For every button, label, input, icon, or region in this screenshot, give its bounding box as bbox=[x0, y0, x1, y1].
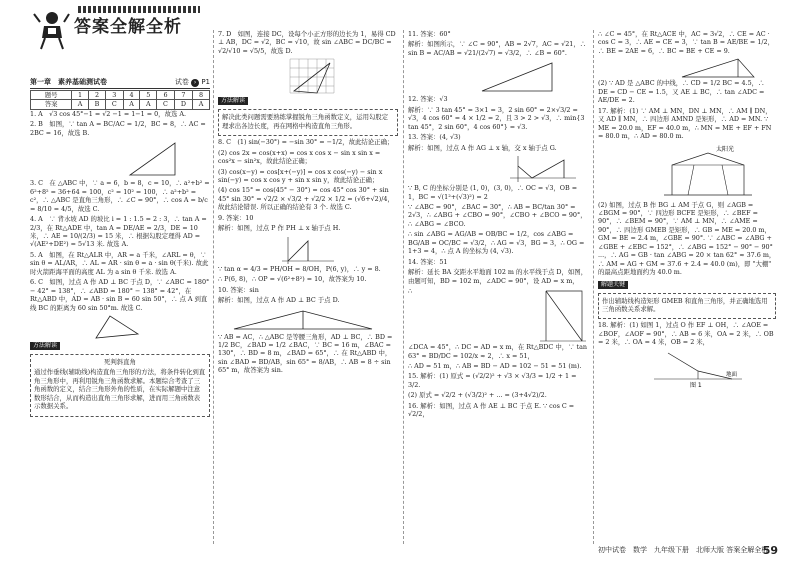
tip-box bbox=[30, 354, 210, 417]
solution-16-cont: ∴ ∠C = 45°，在 Rt△ACE 中，AC = 3√2，∴ CE = AC · cos C = 3，∴ AE = CE = 3，∵ tan B = AE/BE = 1/2，∴ BE = 2AE = 6，∴ BC = BE + CE = 9. bbox=[598, 30, 774, 55]
column-divider bbox=[213, 30, 214, 544]
arrow-icon: › bbox=[191, 79, 199, 87]
triangle-figure bbox=[120, 139, 180, 179]
solution-13-coords: ∵ B, C 的坐标分别是 (1, 0)，(3, 0)，∴ OC = √3，OB = 1，BC = √(1²+(√3)²) = 2 bbox=[408, 184, 578, 201]
solution-13-answer: 13. 答案：(4, √3) bbox=[408, 133, 461, 142]
solution-17-part2: (2) 如图，过点 B 作 BG ⊥ AM 于点 G，则 ∠AGB = ∠BGM = 90°，∵ 四边形 BCFE 是矩形，∴ ∠BEF = 90°，∴ ∠BEM = 90°，∵ AM ⊥ MN，∴ ∠AME = 90°，∴ 四边形 GMEB 是矩形，∴ GB = ME = 20.0 m，GM = BE = 2.4 m，∠GBE = 90°. ∵ ∠ABC = ∠ABG + ∠GBE + ∠EBC = 152°，∴ ∠ABG = 152° − 90° − 90° ...，∴ AG = GB · tan ∠ABG = 20 × tan 62° ≈ 37.6 m，∴ AM = AG + GM ≈ 37.6 + 2.4 = 40.0 (m)，即 "大棚" 的最高点距地面约为 40.0 m. bbox=[598, 200, 776, 277]
triangle-figure bbox=[90, 314, 150, 340]
solution-12-answer: 12. 答案：√3 bbox=[408, 95, 448, 104]
tip-label: 方法解读 bbox=[218, 97, 248, 105]
footer-text: 初中试卷 数学 九年级下册 北师大版 bbox=[598, 546, 724, 554]
solution-7: 7. D 如图，连接 DC，设每个小正方形的边长为 1，易得 CD ⊥ AB，DC = √2，BC = √10，故 sin ∠ABC = DC/BC = √2/√10 = √5/5，故选 D. bbox=[218, 30, 396, 55]
solution-10-calc: ∵ AB = AC，∴ △ABC 是等腰三角形，AD ⊥ BC，∴ BD = 1/2 BC，∠BAD = 1/2 ∠BAC，∵ BC = 16 m，∠BAC = 130°，∴ BD = 8 m，∠BAD = 65°，∴ 在 Rt△ABD 中，sin ∠BAD = BD/AB，sin 65° = 8/AB，∴ AB = 8 ÷ sin 65° m，故答案为 sin. bbox=[218, 332, 393, 375]
height-figure bbox=[538, 287, 588, 343]
solution-16: 16. 解析：如图，过点 A 作 AE ⊥ BC 于点 E. ∵ cos C = √2/2， bbox=[408, 401, 575, 419]
solution-14-calc: ∴ ∠DCA = 45°，∴ DC = AD = x m，在 Rt△BDC 中，∵ tan 63° ≈ BD/DC = 102/x ≈ 2，∴ x = 51， bbox=[408, 287, 588, 360]
solution-6: 6. C 如图，过点 A 作 AD ⊥ BC 于点 D，∵ ∠ABC = 180° − 42° = 138°，∴ ∠ABD = 180° − 138° = 42°，在 Rt△ABD 中，AD = AB · sin B = 60 sin 50°，∴ 点 A 到直线 BC 的距离为 60 sin 50°m. 故选 C. bbox=[30, 278, 210, 312]
page-title: 答案全解全析 bbox=[74, 17, 182, 37]
solution-9-answer: 9. 答案：10 bbox=[218, 213, 254, 222]
triangle-figure bbox=[678, 57, 758, 79]
solution-11-text: 解析：如图所示，∵ ∠C = 90°，AB = 2√7，AC = √21，∴ sin B = AC/AB = √21/(2√7) = √3/2，∴ ∠B = 60°. bbox=[408, 40, 587, 57]
isosceles-figure bbox=[228, 307, 378, 333]
tip-title: 死判斜直角 bbox=[104, 357, 136, 366]
column-3 bbox=[408, 30, 588, 544]
chapter-ref: 试卷 › P1 bbox=[174, 78, 210, 86]
ground-label: 地面 bbox=[726, 371, 738, 378]
solution-5: 5. A 如图，在 Rt△ALR 中，AR = a 千米，∠ARL = θ，∵ sin θ = AL/AR，∴ AL = AR · sin θ = a · sin θ(千米). 故此时火箭距海平面的高度 AL 为 a sin θ 千米. 故选 A. bbox=[30, 250, 209, 276]
footer-suffix: 答案全解全析 bbox=[726, 546, 769, 554]
tip-body: 解决此类问题需要熟练掌握锐角三角函数定义，运用勾股定理求出各边长度，再在网格中构造直角三角形。 bbox=[222, 113, 389, 130]
answer-table bbox=[30, 90, 210, 110]
triangle-figure bbox=[478, 59, 558, 95]
solution-12-text: 解析：∵ 3 tan 45° = 3×1 = 3，2 sin 60° = 2×√3/2 = √3，4 cos 60° = 4 × 1/2 = 2，且 3 > 2 > √3，∴ min{3 tan 45°，2 sin 60°，4 cos 60°} = √3. bbox=[408, 105, 585, 131]
tip-label: 方法解读 bbox=[30, 342, 60, 350]
coordinate-figure bbox=[508, 154, 578, 184]
greenhouse-figure bbox=[658, 143, 758, 201]
solution-13-text: 解析：如图，过点 A 作 AG ⊥ x 轴，交 x 轴于点 G. bbox=[408, 143, 557, 152]
table-row: 题号 1 2 3 4 5 6 7 8 bbox=[31, 91, 210, 100]
header-banner bbox=[78, 6, 200, 13]
solution-10-text: 解析：如图，过点 A 作 AD ⊥ BC 于点 D. bbox=[218, 296, 340, 305]
chapter-heading bbox=[30, 78, 210, 89]
tip-box bbox=[218, 109, 398, 136]
column-divider bbox=[403, 30, 404, 544]
solution-2: 2. B 如图，∵ tan A = BC/AC = 1/2，BC = 8，∴ AC = 2BC = 16，故选 B. bbox=[30, 120, 206, 137]
page-footer bbox=[598, 546, 778, 555]
table-row: 答案 A B C A A C D A bbox=[31, 100, 210, 109]
solution-8a: 8. C (1) sin(−30°) = −sin 30° = −1/2，故此结论正确； bbox=[218, 138, 394, 147]
figure-1 bbox=[648, 349, 748, 389]
figure-caption: 图 1 bbox=[690, 381, 702, 389]
column-1 bbox=[30, 90, 210, 544]
chapter-label: 第一章 素养基础测试卷 bbox=[30, 78, 107, 86]
solution-3: 3. C 在 △ABC 中，∵ a = 6，b = 8，c = 10，∴ a²+b² = 6²+8² = 36+64 = 100，c² = 10² = 100，∴ a²+b² = c²，∴ △ABC 是直角三角形，∴ ∠C = 90°，∴ cos A = b/c = 8/10 = 4/5，故选 C. bbox=[30, 179, 210, 213]
solution-16-part2: (2) ∵ AD 是 △ABC 的中线，∴ CD = 1/2 BC = 4.5，∴ DE = CD − CE = 1.5，又 AE ⊥ BC，∴ tan ∠ADC = AE/DE = 2. bbox=[598, 79, 765, 105]
tip-label: 解题关键 bbox=[598, 281, 628, 289]
coordinate-figure bbox=[278, 235, 338, 265]
solution-10-answer: 10. 答案：sin bbox=[218, 285, 259, 294]
solution-9-calc: ∵ tan α = 4/3 = PH/OH = 8/OH，P(6, y)，∴ y = 8. bbox=[218, 264, 381, 273]
solution-15b: (2) 原式 = √2/2 + (√3/2)² + ... = (3+4√2)/2. bbox=[408, 391, 547, 400]
solution-14-answer: 14. 答案：51 bbox=[408, 257, 448, 266]
solution-13-angles: ∵ ∠ABC = 90°，∠BAC = 30°，∴ AB = BC/tan 30° = 2√3，∴ ∠ABG + ∠CBO = 90°，∠CBO + ∠BCO = 90°，∴ ∠ABG = ∠BCO. bbox=[408, 202, 587, 228]
solution-1: 1. A √3 cos 45°−1 = √2 −1 = 1−1 = 0，故选 A. bbox=[30, 109, 187, 118]
column-4 bbox=[598, 30, 776, 544]
tip-body: 作出辅助线构造矩形 GMEB 和直角三角形，并正确地选用三角函数关系求解。 bbox=[602, 296, 768, 313]
solution-8d: (4) cos 15° = cos(45° − 30°) = cos 45° cos 30° + sin 45° sin 30° = √2/2 × √3/2 + √2/2 × 1/2 = (√6+√2)/4，故此结论错误. 所以正确的结论有 3 个. 故选 C. bbox=[218, 186, 394, 212]
tip-body: 通过作垂线(辅助线)构造直角三角形的方法，将条件转化到直角三角形中，再利用锐角三角函数求解。本题综合考查了三角函数的定义，结合三角形外角的性质，在实际解题中注意数形结合，从而构造出直角三角形求解，进而用三角函数表示数据关系。 bbox=[34, 368, 206, 411]
mascot-icon bbox=[32, 8, 70, 50]
page-header bbox=[30, 4, 210, 60]
solution-9-result: ∴ P(6, 8)，∴ OP = √(6²+8²) = 10，故答案为 10. bbox=[218, 275, 367, 284]
solution-14-text: 解析：延长 BA 交距水平地面 102 m 的水平线于点 D，如图，由题可知，BD = 102 m，∠ADC = 90°，设 AD = x m， bbox=[408, 268, 588, 285]
solution-4: 4. A ∵ 背水坡 AD 的坡比 i = 1 : 1.5 = 2 : 3，∴ tan A = 2/3，在 Rt△ADE 中，tan A = DE/AE = 2/3，DE = 10 米，∴ AE = 10/(2/3) = 15 米，∴ 根据勾股定理得 AD = √(AE²+DE²) = 5√13 米. 故选 A. bbox=[30, 215, 207, 249]
page-number: 59 bbox=[762, 544, 778, 557]
tip-box bbox=[598, 293, 776, 320]
column-2 bbox=[218, 30, 398, 544]
column-divider bbox=[593, 30, 594, 544]
solution-9-text: 解析：如图，过点 P 作 PH ⊥ x 轴于点 H. bbox=[218, 224, 341, 233]
solution-15a: 15. 解析：(1) 原式 = (√2/2)² + √3 × √3/3 = 1/2 + 1 = 3/2. bbox=[408, 372, 577, 389]
solution-8c: (3) cos(x−y) = cos[x+(−y)] = cos x cos(−y) − sin x sin(−y) = cos x cos y + sin x sin y，故此结论正确； bbox=[218, 167, 383, 184]
solution-11-answer: 11. 答案：60° bbox=[408, 30, 451, 38]
solution-8b: (2) cos 2x = cos(x+x) = cos x cos x − sin x sin x = cos²x − sin²x，故此结论正确； bbox=[218, 148, 381, 166]
solution-17-part1: 17. 解析：(1) ∵ AM ⊥ MN，DN ⊥ MN，∴ AM ∥ DN，又 AD ∥ MN，∴ 四边形 AMND 是矩形，∴ AD = MN. ∵ ME = 20.0 m，EF = 40.0 m，∴ MN = ME + EF + FN = 80.0 m，∴ AD = 80.0 m. bbox=[598, 106, 772, 141]
solution-14-result: ∴ AD = 51 m，∴ AB = BD − AD = 102 − 51 = 51 (m). bbox=[408, 361, 582, 370]
solution-18: 18. 解析：(1) 如图 1，过点 O 作 EF ⊥ OH，∴ ∠AOE = ∠BOF，∠AOF = 90°，∴ AB = 6 米，OA = 2 米，∴ OB = 2 米，∴ OA = 4 米，OB = 2 米， bbox=[598, 321, 774, 347]
grid-figure bbox=[288, 57, 338, 95]
sunlight-label: 太阳光 bbox=[716, 145, 735, 153]
solution-13-result: ∴ sin ∠ABG = AG/AB = OB/BC = 1/2，cos ∠ABG = BG/AB = OC/BC = √3/2，∴ AG = √3，BG = 3，∴ OG = 1+3 = 4，∴ 点 A 的坐标为 (4, √3). bbox=[408, 230, 585, 256]
